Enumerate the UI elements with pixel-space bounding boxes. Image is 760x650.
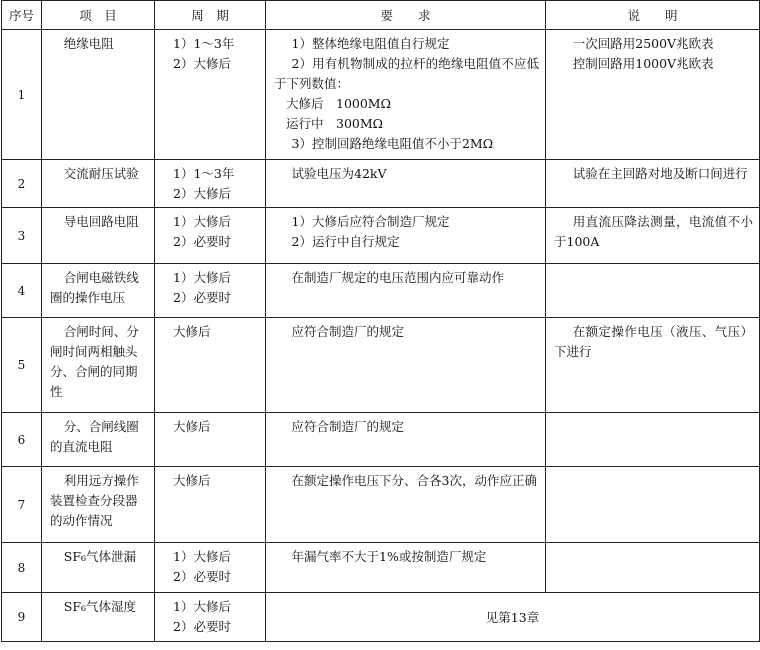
period-cell: 大修后	[155, 413, 266, 467]
item-cell: SF₆气体泄漏	[42, 543, 155, 593]
header-row	[2, 1, 760, 30]
header-no: 序号	[2, 1, 42, 30]
row-number: 9	[2, 593, 42, 642]
table-row	[2, 208, 760, 264]
table-row	[2, 318, 760, 413]
item-cell: 分、合闸线圈的直流电阻	[42, 413, 155, 467]
item-cell: 合闸时间、分闸时间两相触头分、合闸的同期性	[42, 318, 155, 413]
period-cell: 1）大修后 2）必要时	[155, 593, 266, 642]
requirement-cell: 年漏气率不大于1%或按制造厂规定	[266, 543, 546, 593]
table-row	[2, 543, 760, 593]
requirement-cell: 1）大修后应符合制造厂规定 2）运行中自行规定	[266, 208, 546, 264]
row-number: 5	[2, 318, 42, 413]
row-number: 2	[2, 160, 42, 208]
header-requirement: 要 求	[266, 1, 546, 30]
note-cell	[546, 413, 760, 467]
period-cell: 1）大修后 2）必要时	[155, 543, 266, 593]
table-row	[2, 264, 760, 318]
note-cell	[546, 264, 760, 318]
note-cell: 一次回路用2500V兆欧表 控制回路用1000V兆欧表	[546, 30, 760, 160]
header-note: 说 明	[546, 1, 760, 30]
period-cell: 1）大修后 2）必要时	[155, 208, 266, 264]
requirement-cell: 应符合制造厂的规定	[266, 318, 546, 413]
requirement-cell: 试验电压为42kV	[266, 160, 546, 208]
table-row	[2, 467, 760, 543]
period-cell: 大修后	[155, 467, 266, 543]
period-cell: 1）1～3年 2）大修后	[155, 30, 266, 160]
period-cell: 1）大修后 2）必要时	[155, 264, 266, 318]
item-cell: 交流耐压试验	[42, 160, 155, 208]
item-cell: SF₆气体湿度	[42, 593, 155, 642]
row-number: 4	[2, 264, 42, 318]
note-cell: 在额定操作电压（液压、气压）下进行	[546, 318, 760, 413]
item-cell: 导电回路电阻	[42, 208, 155, 264]
row-number: 8	[2, 543, 42, 593]
table-row	[2, 30, 760, 160]
row-number: 7	[2, 467, 42, 543]
merged-reference-cell: 见第13章	[266, 593, 760, 642]
test-items-table	[1, 0, 760, 642]
note-cell	[546, 467, 760, 543]
table-row	[2, 160, 760, 208]
requirement-cell: 应符合制造厂的规定	[266, 413, 546, 467]
note-cell: 用直流压降法测量，电流值不小于100A	[546, 208, 760, 264]
row-number: 6	[2, 413, 42, 467]
item-cell: 利用远方操作装置检查分段器的动作情况	[42, 467, 155, 543]
item-cell: 绝缘电阻	[42, 30, 155, 160]
header-item: 项 目	[42, 1, 155, 30]
table-row	[2, 593, 760, 642]
period-cell: 大修后	[155, 318, 266, 413]
row-number: 1	[2, 30, 42, 160]
note-cell	[546, 543, 760, 593]
note-cell: 试验在主回路对地及断口间进行	[546, 160, 760, 208]
header-period: 周 期	[155, 1, 266, 30]
row-number: 3	[2, 208, 42, 264]
table-row	[2, 413, 760, 467]
period-cell: 1）1～3年 2）大修后	[155, 160, 266, 208]
requirement-cell: 在额定操作电压下分、合各3次，动作应正确	[266, 467, 546, 543]
requirement-cell: 1）整体绝缘电阻值自行规定 2）用有机物制成的拉杆的绝缘电阻值不应低于下列数值： 大修后 1000MΩ 运行中 300MΩ 3）控制回路绝缘电阻值不小于2MΩ	[266, 30, 546, 160]
requirement-cell: 在制造厂规定的电压范围内应可靠动作	[266, 264, 546, 318]
item-cell: 合闸电磁铁线圈的操作电压	[42, 264, 155, 318]
